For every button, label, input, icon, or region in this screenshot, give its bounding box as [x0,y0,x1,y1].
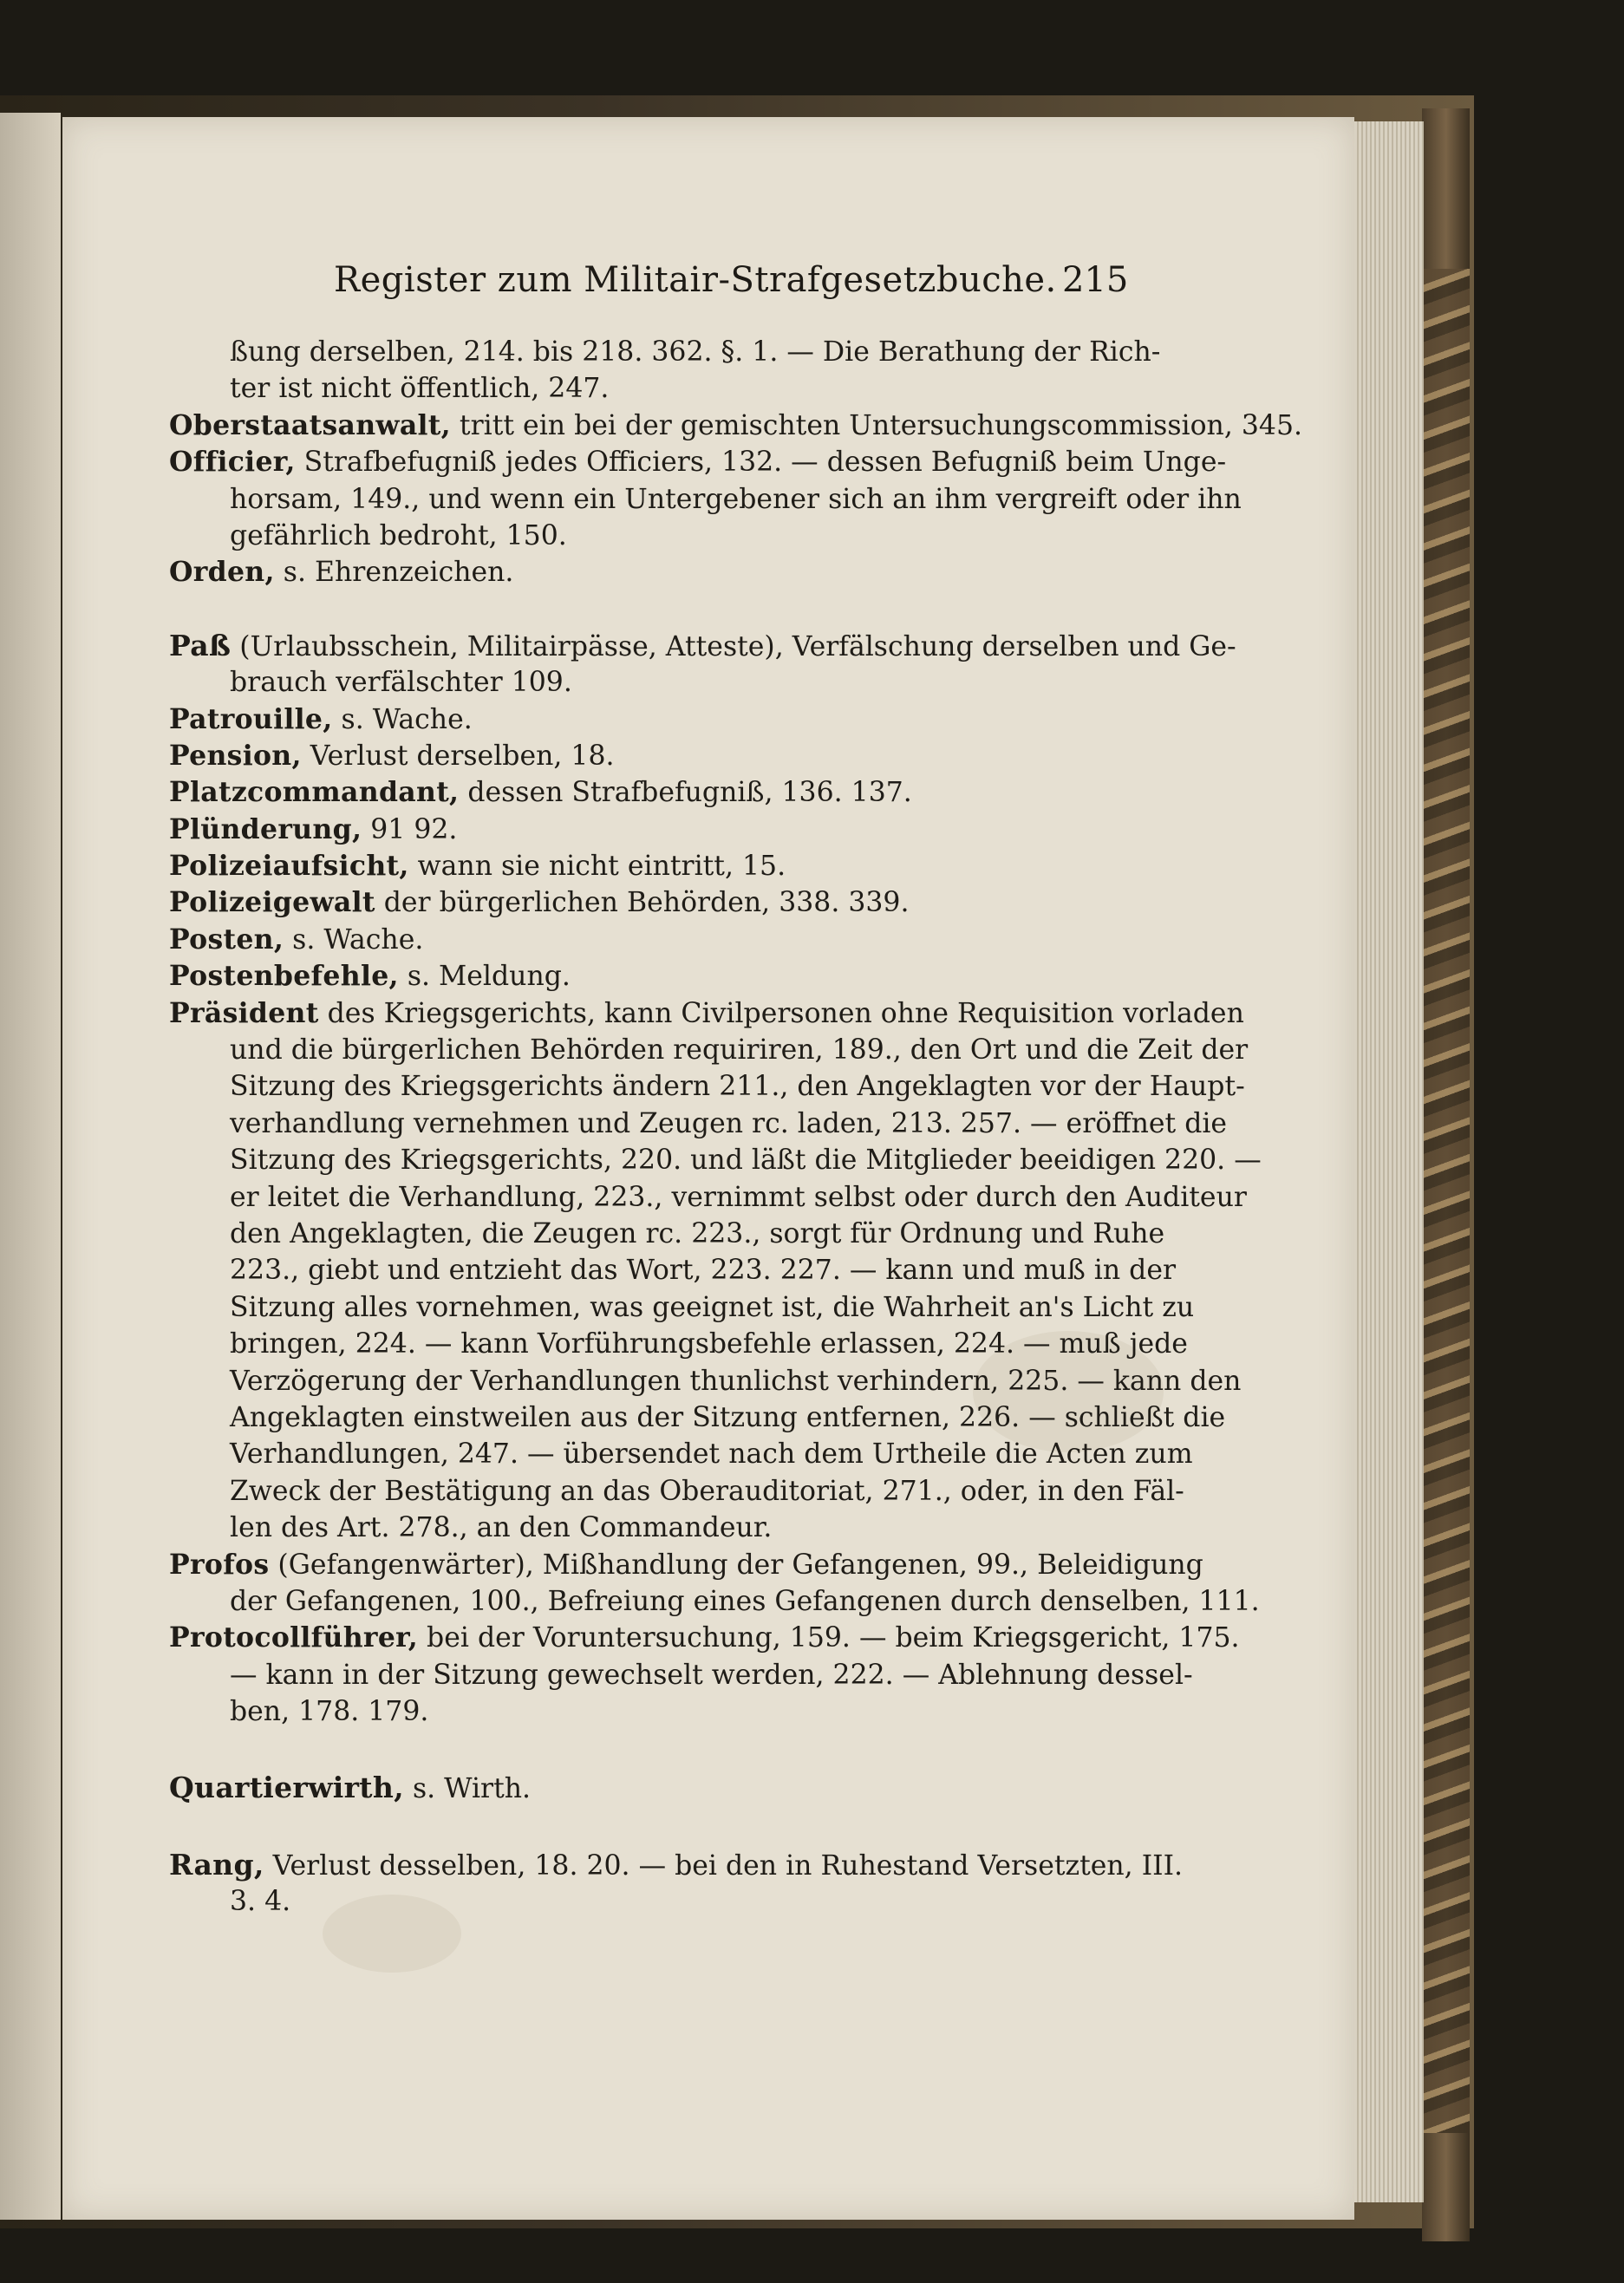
index-entry [169,1547,1203,1583]
entry-term: Quartierwirth, [169,1771,404,1805]
text-line: — kann in der Sitzung gewechselt werden, 222. — Ablehnung dessel- [230,1659,1193,1691]
entry-term: Orden, [169,556,275,589]
text-line: und die bürgerlichen Behörden requiriren, 189., den Ort und die Zeit der [230,1034,1249,1066]
text-line: ben, 178. 179. [230,1696,429,1728]
text-line: ter ist nicht öffentlich, 247. [230,373,610,405]
text-line: Sitzung alles vornehmen, was geeignet ist, die Wahrheit an's Licht zu [230,1291,1195,1323]
entry-text: dessen Strafbefugniß, 136. 137. [459,777,912,809]
index-entry [169,848,1123,884]
running-header [334,260,1129,300]
text-line: brauch verfälschter 109. [230,667,572,699]
text-line: der Gefangenen, 100., Befreiung eines Gefangenen durch denselben, 111. [230,1585,1260,1617]
entry-term: Paß [169,628,232,662]
entry-text: s. Ehrenzeichen. [274,557,514,589]
index-entry [169,995,1244,1032]
left-page-edge [0,113,61,2220]
index-entry [169,774,1123,811]
entry-text: s. Wache. [284,923,424,956]
text-line: Verzögerung der Verhandlungen thunlichst verhindern, 225. — kann den [230,1365,1242,1397]
entry-text: s. Meldung. [398,961,571,993]
entry-text: Verlust derselben, 18. [301,740,615,772]
entry-term: Pension, [169,739,302,772]
entry-text: bei der Voruntersuchung, 159. — beim Kriegsgericht, 175. [418,1622,1240,1654]
entry-text: der bürgerlichen Behörden, 338. 339. [375,887,910,919]
index-entry [169,738,1123,774]
text-line: len des Art. 278., an den Commandeur. [230,1512,773,1544]
entry-term: Oberstaatsanwalt, [169,408,451,441]
entry-text: wann sie nicht eintritt, 15. [408,851,786,883]
header-title: Register zum Militair-Strafgesetzbuche. [334,260,1057,300]
entry-text: 91 92. [362,813,458,845]
register-index-text [169,334,1303,1921]
page-stack-edges [1354,121,1424,2202]
index-entry [169,1620,1240,1656]
index-entry [169,554,1123,590]
text-line: bringen, 224. — kann Vorführungsbefehle erlassen, 224. — muß jede [230,1328,1188,1360]
index-entry [169,628,1236,664]
text-line: Sitzung des Kriegsgerichts, 220. und läßt die Mitglieder beeidigen 220. — [230,1145,1262,1177]
text-line: Sitzung des Kriegsgerichts ändern 211., den Angeklagten vor der Haupt- [230,1071,1245,1103]
text-line: 3. 4. [230,1886,291,1918]
text-line: 223., giebt und entzieht das Wort, 223. 227. — kann und muß in der [230,1255,1177,1287]
text-line: er leitet die Verhandlung, 223., vernimmt selbst oder durch den Auditeur [230,1181,1247,1213]
entry-term: Posten, [169,923,284,956]
entry-text: (Urlaubsschein, Militairpässe, Atteste), Verfälschung derselben und Ge- [231,630,1236,662]
page-number: 215 [1062,260,1129,300]
text-line: horsam, 149., und wenn ein Untergebener sich an ihm vergreift oder ihn [230,483,1242,515]
entry-term: Rang, [169,1847,264,1882]
entry-term: Platzcommandant, [169,776,460,809]
text-line: Angeklagten einstweilen aus der Sitzung entfernen, 226. — schließt die [230,1401,1226,1433]
entry-term: Polizeiaufsicht, [169,850,409,883]
text-line: ßung derselben, 214. bis 218. 362. §. 1. — Die Berathung der Rich- [230,336,1161,368]
entry-term: Plünderung, [169,812,362,845]
index-entry [169,812,1123,848]
entry-text: Verlust desselben, 18. 20. — bei den in Ruhestand Versetzten, III. [264,1849,1184,1882]
entry-text: s. Wache. [332,703,473,735]
index-entry [169,408,1303,444]
entry-term: Präsident [169,996,319,1029]
entry-term: Polizeigewalt [169,886,375,919]
text-line: Zweck der Bestätigung an das Oberauditoriat, 271., oder, in den Fäl- [230,1475,1184,1507]
marbled-endpaper [1422,269,1470,2133]
entry-text: des Kriegsgerichts, kann Civilpersonen ohne Requisition vorladen [318,997,1244,1029]
text-line: den Angeklagten, die Zeugen rc. 223., sorgt für Ordnung und Ruhe [230,1217,1165,1249]
entry-text: Strafbefugniß jedes Officiers, 132. — dessen Befugniß beim Unge- [295,447,1227,479]
entry-text: tritt ein bei der gemischten Untersuchungscommission, 345. [450,409,1303,441]
entry-term: Postenbefehle, [169,960,399,993]
text-line: Verhandlungen, 247. — übersendet nach dem Urtheile die Acten zum [230,1438,1193,1471]
entry-term: Patrouille, [169,702,333,735]
index-entry [169,444,1227,480]
index-entry [169,1770,1123,1806]
entry-term: Protocollführer, [169,1621,419,1654]
index-entry [169,701,1123,738]
index-entry [169,958,1123,995]
text-line: verhandlung vernehmen und Zeugen rc. laden, 213. 257. — eröffnet die [230,1107,1228,1139]
index-entry [169,884,1123,921]
entry-term: Profos [169,1548,270,1581]
index-entry [169,1847,1184,1883]
text-line: gefährlich bedroht, 150. [230,519,567,551]
index-entry [169,922,1123,958]
entry-text: s. Wirth. [403,1773,532,1805]
entry-term: Officier, [169,446,296,479]
entry-text: (Gefangenwärter), Mißhandlung der Gefangenen, 99., Beleidigung [269,1549,1203,1581]
